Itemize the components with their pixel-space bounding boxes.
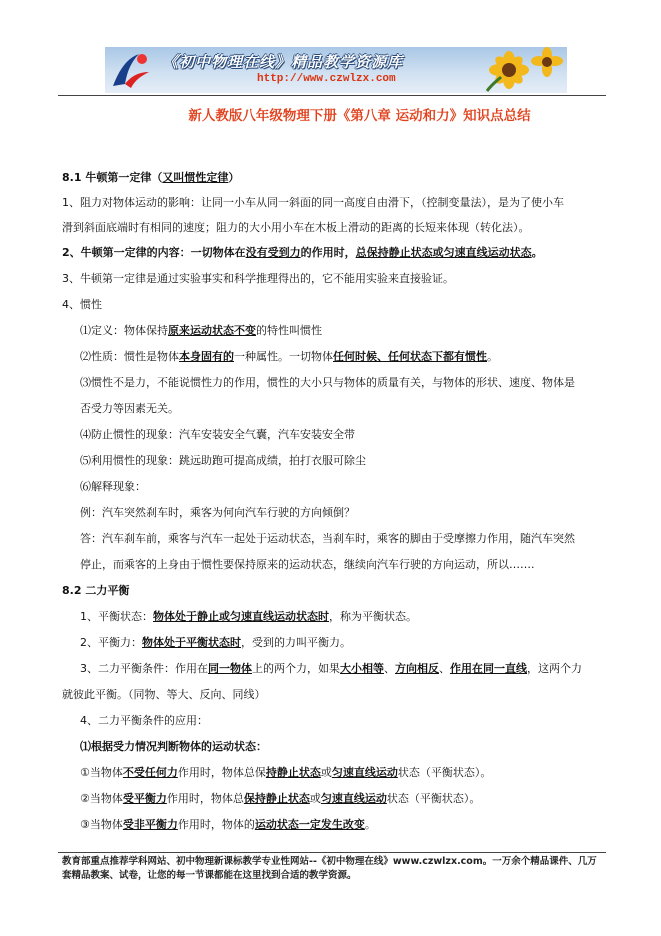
underlined-text: 物体处于平衡状态时 — [142, 636, 241, 649]
underlined-text: 不受任何力 — [122, 766, 178, 779]
paragraph-line: 3、牛顿第一定律是通过实验事实和科学推理得出的，它不能用实验来直接验证。 — [62, 272, 454, 285]
paragraph-line: ⑹解释现象： — [80, 480, 146, 493]
heading-end: ） — [228, 171, 240, 184]
text-segment: ⑴定义：物体保持 — [80, 324, 168, 337]
paragraph-line — [80, 662, 582, 676]
underlined-text: 原来运动状态不变 — [168, 324, 256, 337]
paragraph-line: 例：汽车突然刹车时，乘客为何向汽车行驶的方向倾倒？ — [80, 506, 355, 519]
sunflower-icon — [467, 47, 563, 93]
text-segment: ⑵性质：惯性是物体 — [80, 350, 179, 363]
footer-line: 套精品教案、试卷，让您的每一节课都能在这里找到合适的教学资源。 — [62, 870, 357, 881]
paragraph-line: ⑷防止惯性的现象：汽车安装安全气囊，汽车安装安全带 — [80, 428, 355, 441]
paragraph-line — [80, 636, 351, 650]
text-segment: ，称为平衡状态。 — [329, 610, 417, 623]
underlined-text: 同一物体 — [208, 662, 252, 675]
text-segment: 、 — [439, 662, 450, 675]
banner-title: 《初中物理在线》精品教学资源库 — [163, 53, 404, 71]
text-segment: 。 — [364, 818, 376, 831]
paragraph-line — [80, 324, 322, 338]
page-footer — [62, 855, 622, 883]
underlined-text: 本身固有的 — [179, 350, 234, 363]
paragraph-line — [80, 350, 498, 364]
text-segment: 上的两个力，如果 — [252, 662, 340, 675]
paragraph-line: 4、二力平衡条件的应用： — [80, 714, 208, 727]
text-segment: 一种属性。一切物体 — [234, 350, 333, 363]
underlined-text: 作用在同一直线 — [450, 662, 527, 675]
heading-text: 8.1 牛顿第一定律（ — [62, 171, 163, 184]
text-segment: 状态（平衡状态）。 — [397, 766, 492, 779]
paragraph-line — [80, 610, 417, 624]
paragraph-line: ⑸利用惯性的现象：跳远助跑可提高成绩，拍打衣服可除尘 — [80, 454, 366, 467]
paragraph-line: 1、阻力对物体运动的影响：让同一小车从同一斜面的同一高度自由滑下，（控制变量法），是为了使小车 — [62, 196, 564, 209]
underlined-text: 总保持静止状态或匀速直线运动状态 — [355, 246, 532, 259]
text-segment: 作用时，物体的 — [177, 818, 255, 831]
text-segment: 2、平衡力： — [80, 636, 142, 649]
footer-line: 教育部重点推荐学科网站、初中物理新课标教学专业性网站--《初中物理在线》www.czwlzx.com。一万余个精品课件、几万 — [62, 856, 597, 867]
logo-swoosh-icon — [109, 50, 153, 90]
paragraph-line — [80, 792, 480, 806]
underlined-text: 物体处于静止或匀速直线运动状态时 — [153, 610, 329, 623]
paragraph-line: 4、惯性 — [62, 298, 102, 311]
banner-url: http://www.czwlzx.com — [257, 73, 396, 85]
underlined-text: 匀速直线运动 — [320, 792, 387, 805]
section-heading: 8.2 二力平衡 — [62, 584, 130, 597]
text-segment: 3、二力平衡条件：作用在 — [80, 662, 208, 675]
paragraph-line: 答：汽车刹车前，乘客与汽车一起处于运动状态，当刹车时，乘客的脚由于受摩擦力作用，随汽车突然 — [80, 532, 575, 545]
paragraph-line — [80, 818, 376, 832]
underlined-text: 受非平衡力 — [122, 818, 178, 831]
text-segment: 。 — [487, 350, 498, 363]
text-segment: 作用时，物体总 — [166, 792, 244, 805]
header-divider — [58, 95, 606, 96]
underlined-text: 大小相等 — [340, 662, 384, 675]
page-title: 新人教版八年级物理下册《第八章 运动和力》知识点总结 — [188, 108, 531, 124]
text-segment: ，受到的力叫平衡力。 — [241, 636, 351, 649]
paragraph-line: ⑶惯性不是力，不能说惯性力的作用，惯性的大小只与物体的质量有关，与物体的形状、速度、物体是 — [80, 376, 575, 389]
paragraph-line: 滑到斜面底端时有相同的速度；阻力的大小用小车在木板上滑动的距离的长短来体现（转化法）。 — [62, 221, 530, 234]
text-segment: 的特性叫惯性 — [256, 324, 322, 337]
text-segment: ③当物体 — [80, 818, 123, 831]
underlined-text: 任何时候、任何状态下都有惯性 — [333, 350, 487, 363]
text-segment: 作用时，物体总保 — [177, 766, 266, 779]
section-heading — [62, 171, 239, 185]
text-segment: ②当物体 — [80, 792, 123, 805]
paragraph-line: 否受力等因素无关。 — [80, 402, 179, 415]
underlined-text: 匀速直线运动 — [331, 766, 398, 779]
text-segment: ①当物体 — [80, 766, 123, 779]
text-segment: 。 — [531, 246, 543, 259]
paragraph-line: 就彼此平衡。（同物、等大、反向、同线） — [62, 688, 266, 701]
text-segment: 状态（平衡状态）。 — [386, 792, 481, 805]
underlined-text: 受平衡力 — [122, 792, 167, 805]
underlined-text: 持静止状态 — [265, 766, 321, 779]
paragraph-line — [62, 246, 543, 260]
footer-divider — [58, 852, 606, 853]
paragraph-line: 停止，而乘客的上身由于惯性要保持原来的运动状态，继续向汽车行驶的方向运动，所以……. — [80, 558, 535, 571]
underlined-text: 没有受到力 — [245, 246, 301, 259]
text-segment: 或 — [309, 792, 321, 805]
paragraph-line — [80, 766, 491, 780]
text-segment: 2、牛顿第一定律的内容：一切物体在 — [62, 246, 246, 259]
text-segment: 1、平衡状态： — [80, 610, 153, 623]
underlined-text: 保持静止状态 — [243, 792, 310, 805]
heading-underlined: 又叫惯性定律 — [162, 171, 229, 184]
text-segment: 、 — [384, 662, 395, 675]
text-segment: 的作用时， — [300, 246, 356, 259]
header-banner — [105, 47, 567, 93]
underlined-text: 运动状态一定发生改变 — [254, 818, 365, 831]
underlined-text: 方向相反 — [395, 662, 439, 675]
text-segment: ，这两个力 — [527, 662, 582, 675]
paragraph-line: ⑴根据受力情况判断物体的运动状态： — [80, 740, 267, 753]
text-segment: 或 — [320, 766, 332, 779]
